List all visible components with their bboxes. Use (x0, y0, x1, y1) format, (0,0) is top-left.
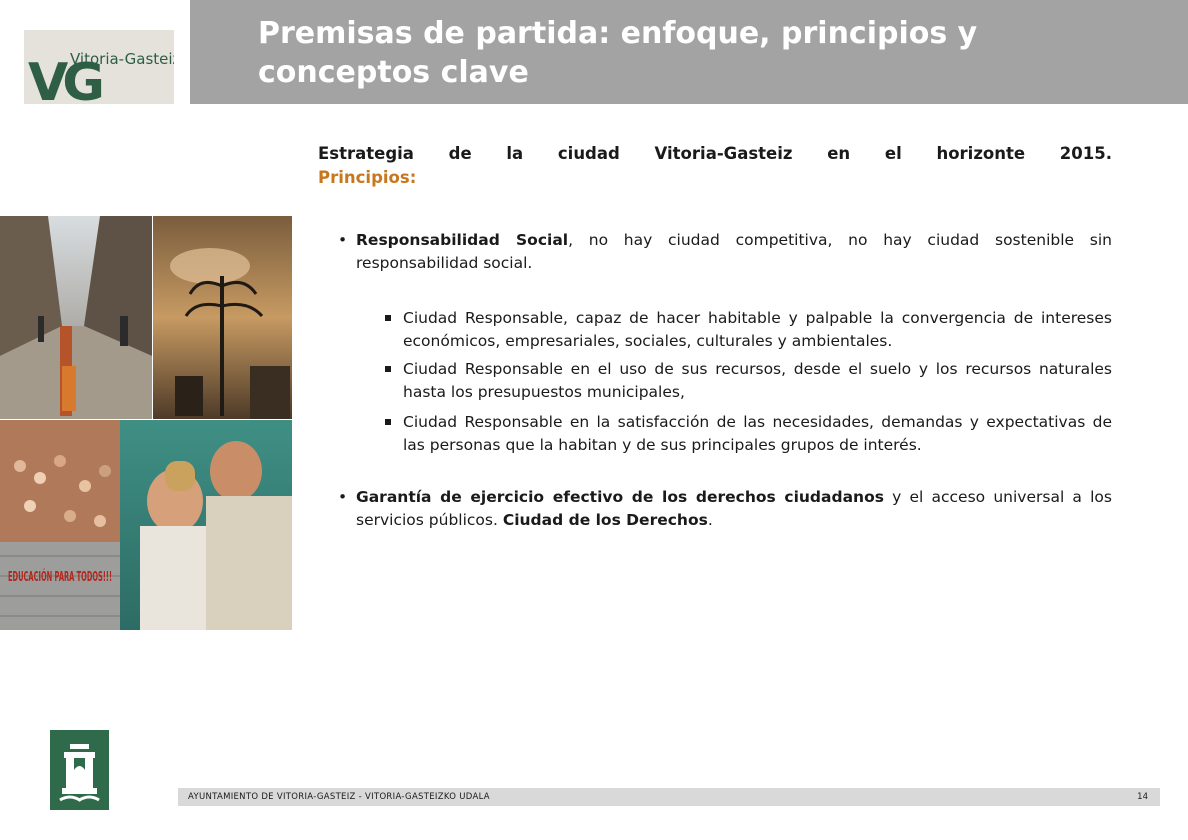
sub-item-text: Ciudad Responsable, capaz de hacer habitable y palpable la convergencia de intereses económicos, empresariales, sociales, culturales y ambientales. (403, 309, 1112, 350)
heading-line-1: Estrategia de la ciudad Vitoria-Gasteiz en el horizonte 2015. (318, 144, 1112, 163)
bullet-responsabilidad-social (338, 229, 1112, 275)
section-heading (318, 142, 1112, 190)
sub-item-text: Ciudad Responsable en la satisfacción de las necesidades, demandas y expectativas de las personas que la habitan y de sus principales grupos de interés. (403, 413, 1112, 454)
sub-item (338, 307, 1112, 353)
photo-collage-image (0, 216, 292, 630)
lamppost-photo (153, 216, 292, 419)
sub-item (338, 411, 1112, 457)
logo-mark: VG (28, 53, 99, 104)
bullet2-middle: y el acceso universal a los servicios públicos. (356, 488, 1112, 529)
bullet1-bold: Responsabilidad Social (356, 231, 569, 249)
graffiti-text: EDUCACIÓN PARA TODOS!!! (8, 570, 211, 585)
vitoria-gasteiz-logo (24, 30, 174, 104)
heading-line-2: Principios: (318, 168, 417, 187)
bullet2-bold: Garantía de ejercicio efectivo de los derechos ciudadanos (356, 488, 884, 506)
vg-logo-mark (24, 30, 174, 104)
square-bullet-icon (385, 315, 391, 321)
footer-bar (178, 788, 1160, 806)
title-bar (190, 0, 1188, 104)
principles-content (338, 229, 1112, 532)
bullet-garantia-derechos (338, 486, 1112, 532)
sub-item-text: Ciudad Responsable en el uso de sus recursos, desde el suelo y los recursos naturales hasta los presupuestos municipales, (403, 360, 1112, 401)
square-bullet-icon (385, 366, 391, 372)
square-bullet-icon (385, 419, 391, 425)
logo-text: Vitoria-Gasteiz (70, 50, 174, 68)
bullet1-text: , no hay ciudad competitiva, no hay ciudad sostenible sin responsabilidad social. (356, 231, 1112, 272)
footer-organization: AYUNTAMIENTO DE VITORIA-GASTEIZ - VITORIA-GASTEIZKO UDALA (188, 792, 490, 802)
photo-collage (0, 216, 292, 630)
sub-item (338, 358, 1112, 404)
bullet-dot: • (338, 231, 348, 249)
city-crest-icon (50, 730, 109, 810)
graffiti-photo (0, 542, 211, 630)
page-number: 14 (1137, 792, 1148, 802)
street-photo (0, 216, 152, 419)
bullet-dot: • (338, 488, 348, 506)
bullet2-bold2: Ciudad de los Derechos (502, 511, 708, 529)
bullet2-end: . (707, 511, 713, 529)
page-title: Premisas de partida: enfoque, principios y conceptos clave (258, 16, 978, 90)
